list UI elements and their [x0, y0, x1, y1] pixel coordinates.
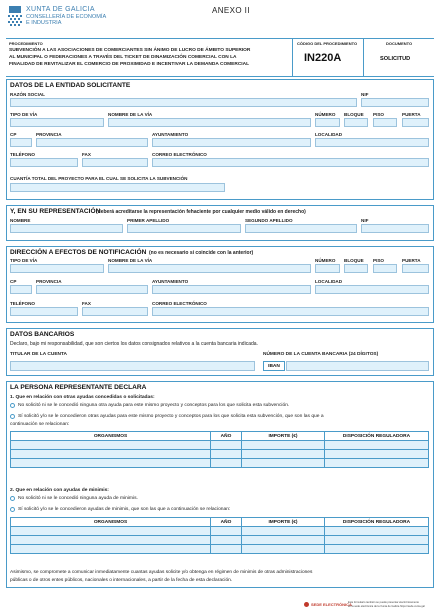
- numero-cuenta-label: NÚMERO DE LA CUENTA BANCARIA (24 DÍGITOS): [263, 352, 379, 357]
- cell-input[interactable]: [11, 545, 211, 554]
- cuantia-label: CUANTÍA TOTAL DEL PROYECTO PARA EL CUAL SE SOLICITA LA SUBVENCIÓN: [10, 176, 188, 181]
- minimis-aid-table: [10, 517, 429, 554]
- cell-input[interactable]: [325, 545, 429, 554]
- cp-input[interactable]: [10, 138, 32, 147]
- notif-provincia-label: PROVINCIA: [36, 279, 62, 284]
- cell-input[interactable]: [325, 441, 429, 450]
- cell-input[interactable]: [11, 441, 211, 450]
- xunta-logo: [7, 6, 23, 28]
- table-row: [11, 459, 429, 468]
- nif-label: NIF: [361, 92, 369, 97]
- nombre-via-label: NOMBRE DE LA VÍA: [108, 112, 153, 117]
- localidad-label: LOCALIDAD: [315, 132, 343, 137]
- notif-piso-input[interactable]: [373, 264, 397, 273]
- titular-input[interactable]: [10, 361, 255, 371]
- titular-label: TITULAR DE LA CUENTA: [10, 352, 68, 357]
- closing-line-1: Asimismo, se compromete a comunicar inmediatamente cuantas ayudas solicite y/o obtenga en régimen de minimis de otras administraciones: [10, 570, 313, 575]
- notif-cp-label: CP: [10, 279, 17, 284]
- representative-note: (deberá acreditarse la representación fehaciente por cualquier medio válido en derecho): [96, 209, 306, 215]
- notification-note: (no es necesario si coincide con la anterior): [149, 250, 254, 256]
- q2-option-yes-radio[interactable]: [10, 507, 15, 512]
- col-ano: AÑO: [211, 432, 242, 441]
- rep-nombre-input[interactable]: [10, 224, 123, 233]
- q2-option-no-label: No solicitó ni se le concedió ninguna ayuda de minimis.: [18, 496, 138, 501]
- notif-tipo-via-label: TIPO DE VÍA: [10, 258, 38, 263]
- applicant-section-title: DATOS DE LA ENTIDAD SOLICITANTE: [10, 82, 131, 89]
- email-label: CORREO ELECTRÓNICO: [152, 152, 207, 157]
- razon-social-input[interactable]: [10, 98, 357, 107]
- org-department: CONSELLERÍA DE ECONOMÍA: [26, 14, 107, 20]
- procedure-label: PROCEDIMIENTO: [9, 41, 43, 46]
- procedure-divider-2: [363, 38, 364, 77]
- col-importe: IMPORTE (€): [242, 432, 325, 441]
- notif-nombre-via-input[interactable]: [108, 264, 311, 273]
- email-input[interactable]: [152, 158, 429, 167]
- cell-input[interactable]: [11, 536, 211, 545]
- notif-telefono-input[interactable]: [10, 307, 78, 316]
- q2-option-yes-label: Sí solicitó y/o se le concedieron ayudas de minimis, que son las que a continuación se relacionan:: [18, 507, 231, 512]
- telefono-label: TELÉFONO: [10, 152, 36, 157]
- bank-section-title: DATOS BANCARIOS: [10, 331, 75, 338]
- notification-section-title: DIRECCIÓN A EFECTOS DE NOTIFICACIÓN: [10, 249, 147, 256]
- cell-input[interactable]: [11, 527, 211, 536]
- col-disposicion: DISPOSICIÓN REGULADORA: [325, 518, 429, 527]
- col-organismos: ORGANISMOS: [11, 432, 211, 441]
- procedure-line-1: SUBVENCIÓN A LAS ASOCIACIONES DE COMERCIANTES SIN ÁNIMO DE LUCRO DE ÁMBITO SUPERIOR: [9, 48, 251, 53]
- notif-ayuntamiento-label: AYUNTAMIENTO: [152, 279, 189, 284]
- rep-nif-label: NIF: [361, 218, 369, 223]
- fax-label: FAX: [82, 152, 91, 157]
- localidad-input[interactable]: [315, 138, 429, 147]
- razon-social-label: RAZÓN SOCIAL: [10, 92, 45, 97]
- notif-email-input[interactable]: [152, 307, 429, 316]
- notif-email-label: CORREO ELECTRÓNICO: [152, 301, 207, 306]
- ayuntamiento-input[interactable]: [152, 138, 311, 147]
- cell-input[interactable]: [242, 536, 325, 545]
- rep-primer-apellido-label: PRIMER APELLIDO: [127, 218, 170, 223]
- procedure-line-2: AL MUNICIPAL O FEDERACIONES A TRAVÉS DEL TICKET DE DINAMIZACIÓN COMERCIAL CON LA: [9, 55, 237, 60]
- notif-localidad-label: LOCALIDAD: [315, 279, 343, 284]
- notif-nombre-via-label: NOMBRE DE LA VÍA: [108, 258, 153, 263]
- ayuntamiento-label: AYUNTAMIENTO: [152, 132, 189, 137]
- notif-puerta-label: PUERTA: [402, 258, 421, 263]
- other-aid-table: [10, 431, 429, 468]
- representative-section-title: Y, EN SU REPRESENTACIÓN: [10, 208, 101, 215]
- sede-electronica-label: SEDE ELECTRÓNICA: [311, 602, 352, 607]
- rep-nombre-label: NOMBRE: [10, 218, 31, 223]
- puerta-input[interactable]: [402, 118, 429, 127]
- notif-fax-input[interactable]: [82, 307, 148, 316]
- q1-option-no-radio[interactable]: [10, 403, 15, 408]
- tipo-via-label: TIPO DE VÍA: [10, 112, 38, 117]
- cell-input[interactable]: [211, 536, 242, 545]
- notif-numero-input[interactable]: [315, 264, 340, 273]
- rep-primer-apellido-input[interactable]: [127, 224, 241, 233]
- cell-input[interactable]: [242, 450, 325, 459]
- declares-section-title: LA PERSONA REPRESENTANTE DECLARA: [10, 384, 147, 391]
- org-name: XUNTA DE GALICIA: [26, 6, 95, 13]
- cell-input[interactable]: [325, 536, 429, 545]
- notif-ayuntamiento-input[interactable]: [152, 285, 311, 294]
- q2-option-no-radio[interactable]: [10, 496, 15, 501]
- table-row: [11, 527, 429, 536]
- declares-section: [6, 381, 434, 588]
- bloque-label: BLOQUE: [344, 112, 364, 117]
- notif-provincia-input[interactable]: [36, 285, 148, 294]
- cell-input[interactable]: [211, 441, 242, 450]
- notif-bloque-input[interactable]: [344, 264, 368, 273]
- numero-input[interactable]: [315, 118, 340, 127]
- cell-input[interactable]: [211, 459, 242, 468]
- nombre-via-input[interactable]: [108, 118, 311, 127]
- notif-piso-label: PISO: [373, 258, 384, 263]
- q1-option-yes-label-cont: continuación se relacionan:: [10, 422, 70, 427]
- notif-cp-input[interactable]: [10, 285, 32, 294]
- q1-option-yes-label: Sí solicitó y/o se le concedieron otras ayudas para este mismo proyecto y conceptos para los que solicita esta subvención, que son las que a: [18, 414, 324, 419]
- col-organismos: ORGANISMOS: [11, 518, 211, 527]
- cell-input[interactable]: [11, 450, 211, 459]
- notif-puerta-input[interactable]: [402, 264, 429, 273]
- table-row: [11, 536, 429, 545]
- procedure-divider-1: [292, 38, 293, 77]
- provincia-label: PROVINCIA: [36, 132, 62, 137]
- piso-label: PISO: [373, 112, 384, 117]
- cuantia-input[interactable]: [10, 183, 225, 192]
- bank-declaration: Declaro, bajo mi responsabilidad, que son ciertos los datos consignados relativos a la cuenta bancaria indicada.: [10, 341, 258, 347]
- nif-input[interactable]: [361, 98, 429, 107]
- notif-bloque-label: BLOQUE: [344, 258, 364, 263]
- bloque-input[interactable]: [344, 118, 368, 127]
- procedure-code: IN220A: [304, 52, 342, 64]
- col-importe: IMPORTE (€): [242, 518, 325, 527]
- q1-option-no-label: No solicitó ni se le concedió ninguna otra ayuda para este mismo proyecto y conceptos para los que solicita esta subvención.: [18, 403, 290, 408]
- cell-input[interactable]: [11, 459, 211, 468]
- rep-segundo-apellido-label: SEGUNDO APELLIDO: [245, 218, 293, 223]
- notif-telefono-label: TELÉFONO: [10, 301, 36, 306]
- cell-input[interactable]: [242, 441, 325, 450]
- notif-fax-label: FAX: [82, 301, 91, 306]
- tipo-via-input[interactable]: [10, 118, 104, 127]
- rep-segundo-apellido-input[interactable]: [245, 224, 357, 233]
- table-row: [11, 441, 429, 450]
- procedure-code-label: CÓDIGO DEL PROCEDIMIENTO: [297, 41, 358, 46]
- col-disposicion: DISPOSICIÓN REGULADORA: [325, 432, 429, 441]
- cell-input[interactable]: [211, 545, 242, 554]
- notif-numero-label: NÚMERO: [315, 258, 336, 263]
- numero-label: NÚMERO: [315, 112, 336, 117]
- cell-input[interactable]: [242, 545, 325, 554]
- telefono-input[interactable]: [10, 158, 78, 167]
- cell-input[interactable]: [325, 459, 429, 468]
- sede-electronica-icon: [304, 602, 309, 607]
- question-1: 1. Que en relación con otras ayudas concedidas o solicitadas:: [10, 395, 155, 400]
- puerta-label: PUERTA: [402, 112, 421, 117]
- cell-input[interactable]: [211, 450, 242, 459]
- procedure-line-3: FINALIDAD DE REVITALIZAR EL COMERCIO DE PROXIMIDAD E INCENTIVAR LA DEMANDA COMERCIAL: [9, 62, 250, 67]
- col-ano: AÑO: [211, 518, 242, 527]
- provincia-input[interactable]: [36, 138, 148, 147]
- cell-input[interactable]: [242, 527, 325, 536]
- footer-note-2: en la sede electrónica de la Xunta de Galicia https://sede.xunta.gal: [348, 605, 425, 608]
- question-2: 2. Que en relación con ayudas de minimis:: [10, 488, 109, 493]
- notif-tipo-via-input[interactable]: [10, 264, 104, 273]
- table-row: [11, 545, 429, 554]
- table-row: [11, 450, 429, 459]
- footer-note-1: Este formulario también se puede presentar electrónicamente: [348, 601, 419, 604]
- cell-input[interactable]: [325, 450, 429, 459]
- document-type: SOLICITUD: [380, 56, 411, 62]
- iban-input[interactable]: [286, 361, 429, 371]
- cell-input[interactable]: [242, 459, 325, 468]
- iban-label: IBAN: [263, 361, 285, 371]
- cell-input[interactable]: [325, 527, 429, 536]
- q1-option-yes-radio[interactable]: [10, 414, 15, 419]
- org-department-2: E INDUSTRIA: [26, 20, 62, 26]
- closing-line-2: públicas o de otros entes públicos, nacionales o internacionales, a partir de la fecha de esta declaración.: [10, 578, 233, 583]
- document-label: DOCUMENTO: [386, 41, 413, 46]
- cp-label: CP: [10, 132, 17, 137]
- notif-localidad-input[interactable]: [315, 285, 429, 294]
- fax-input[interactable]: [82, 158, 148, 167]
- annex-title: ANEXO II: [212, 6, 250, 15]
- cell-input[interactable]: [211, 527, 242, 536]
- piso-input[interactable]: [373, 118, 397, 127]
- rep-nif-input[interactable]: [361, 224, 429, 233]
